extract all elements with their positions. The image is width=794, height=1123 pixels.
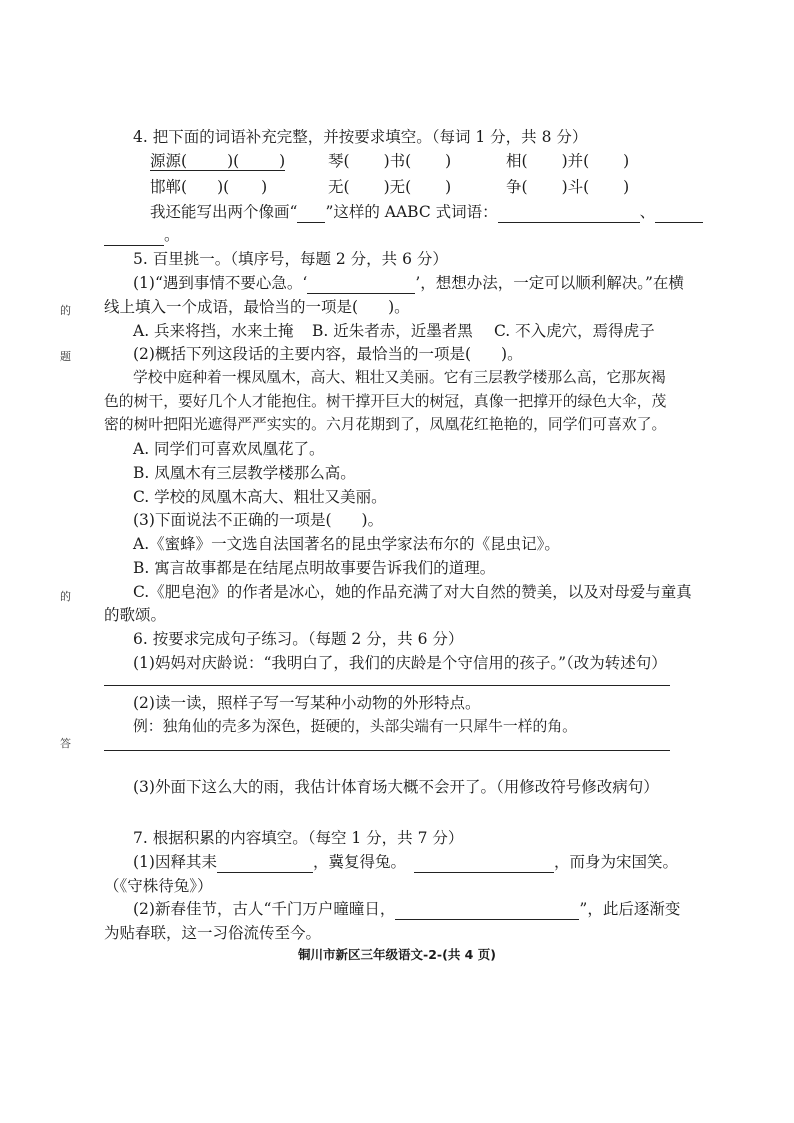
- margin-mark: 的: [60, 304, 71, 317]
- q5-s2-opt-c: C. 学校的凤凰木高大、粗壮又美丽。: [133, 488, 387, 506]
- q7-s1-source: （《守株待兔》）: [104, 877, 213, 895]
- q7-s2-line2: 为贴春联，这一习俗流传至今。: [104, 924, 322, 942]
- q5-s2-passage-line: 色的树干，要好几个人才能抱住。树干撑开巨大的树冠，真像一把撑开的绿色大伞，茂: [104, 393, 667, 410]
- q7-title: 7. 根据积累的内容填空。（每空 1 分，共 7 分）: [133, 829, 464, 847]
- q5-s1-line2: 线上填入一个成语，最恰当的一项是( )。: [104, 298, 410, 316]
- q6-s3: (3)外面下这么大的雨，我估计体育场大概不会开了。（用修改符号修改病句）: [133, 778, 659, 796]
- q5-s1-opt-c: C. 不入虎穴，焉得虎子: [494, 322, 655, 340]
- q4-extra: 我还能写出两个像画“ ”这样的 AABC 式词语： 、: [150, 201, 703, 223]
- q5-s3-opt-b: B. 寓言故事都是在结尾点明故事要告诉我们的道理。: [133, 559, 496, 577]
- q7-s1: (1)因释其耒 ，冀复得兔。 ，而身为宋国笑。: [133, 853, 678, 871]
- margin-mark: 题: [60, 350, 71, 363]
- page-footer: 铜川市新区三年级语文-2-(共 4 页): [298, 947, 496, 962]
- answer-line[interactable]: [104, 750, 670, 751]
- q4-title: 4. 把下面的词语补充完整，并按要求填空。（每词 1 分，共 8 分）: [133, 128, 588, 146]
- q5-s2-passage-line: 学校中庭种着一棵凤凰木，高大、粗壮又美丽。它有三层教学楼那么高，它那灰褐: [133, 369, 666, 386]
- q6-s2: (2)读一读，照样子写一写某种小动物的外形特点。: [133, 694, 481, 712]
- q4-row1-col2: 琴( )书( ): [328, 152, 452, 170]
- q4-row1-col3: 相( )并( ): [506, 152, 630, 170]
- q5-s2-opt-b: B. 凤凰木有三层教学楼那么高。: [133, 464, 356, 482]
- q7-s2-line1: (2)新春佳节，古人“千门万户曈曈日， ”，此后逐渐变: [133, 900, 681, 918]
- q5-s3-opt-c-cont: 的歌颂。: [104, 606, 167, 624]
- q5-s1-line1: (1)“遇到事情不要心急。‘ ’，想想办法，一定可以顺利解决。”在横: [133, 274, 684, 292]
- q6-title: 6. 按要求完成句子练习。（每题 2 分，共 6 分）: [133, 630, 464, 648]
- q6-s1: (1)妈妈对庆龄说：“我明白了，我们的庆龄是个守信用的孩子。”（改为转述句）: [133, 654, 667, 672]
- answer-line[interactable]: [104, 685, 670, 686]
- q6-s2-example: 例：独角仙的壳多为深色，挺硬的，头部尖端有一只犀牛一样的角。: [133, 718, 577, 735]
- q5-title: 5. 百里挑一。（填序号，每题 2 分，共 6 分）: [133, 250, 448, 268]
- margin-mark: 的: [60, 590, 71, 603]
- q5-s2-question: (2)概括下列这段话的主要内容，最恰当的一项是( )。: [133, 345, 523, 363]
- q5-s3-opt-a: A.《蜜蜂》一文选自法国著名的昆虫学家法布尔的《昆虫记》。: [133, 535, 560, 553]
- q5-s3-opt-c: C.《肥皂泡》的作者是冰心，她的作品充满了对大自然的赞美，以及对母爱与童真: [133, 583, 692, 601]
- q5-s1-opt-b: B. 近朱者赤，近墨者黑: [312, 322, 473, 340]
- q5-s3-question: (3)下面说法不正确的一项是( )。: [133, 511, 384, 529]
- q4-row2-col2: 无( )无( ): [328, 178, 452, 196]
- q4-row2-col1: 邯郸( )( ): [150, 178, 268, 196]
- q5-s2-passage-line: 密的树叶把阳光遮得严严实实的。六月花期到了，凤凰花红艳艳的，同学们可喜欢了。: [104, 416, 667, 433]
- q4-row1-col1: 源源( )( ): [150, 152, 286, 170]
- q5-s1-opt-a: A. 兵来将挡，水来土掩: [133, 322, 294, 340]
- q5-s2-opt-a: A. 同学们可喜欢凤凰花了。: [133, 440, 325, 458]
- q4-row2-col3: 争( )斗( ): [506, 178, 630, 196]
- q4-extra-cont: 。: [104, 224, 180, 246]
- margin-mark: 答: [60, 737, 71, 750]
